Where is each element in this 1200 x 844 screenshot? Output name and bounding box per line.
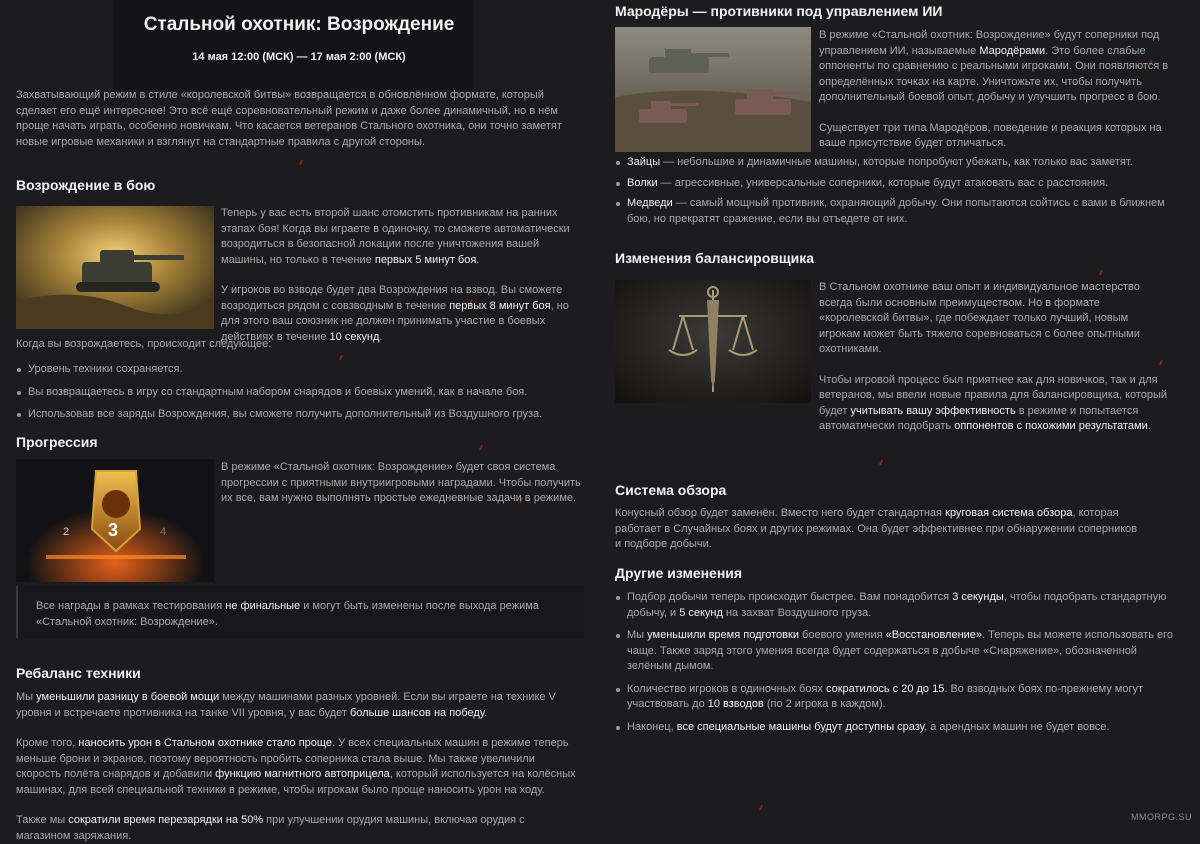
site-watermark: MMORPG.SU bbox=[1130, 811, 1192, 822]
progression-heading: Прогрессия bbox=[16, 434, 98, 450]
ember-decoration bbox=[879, 460, 883, 465]
ember-decoration bbox=[1099, 270, 1103, 275]
revival-paragraph-2: У игроков во взводе будет два Возрождения на взвод. Вы сможете возродиться рядом с совзводным в течение первых 8 минут боя, но для этого ваш союзник не должен принимать участие в боевых действиях в течение 10 секунд. bbox=[221, 284, 569, 343]
revival-text bbox=[221, 206, 581, 345]
list-item: Количество игроков в одиночных боях сократилось с 20 до 15. Во взводных боях по-прежнему могут участвовать до 10 взводов (по 2 игрока в каждом). bbox=[615, 682, 1175, 713]
rewards-note bbox=[16, 586, 584, 638]
ember-decoration bbox=[299, 160, 303, 165]
badge-current-level: 3 bbox=[108, 520, 119, 540]
revival-image bbox=[16, 206, 214, 329]
event-dates: 14 мая 12:00 (МСК) — 17 мая 2:00 (МСК) bbox=[192, 51, 406, 63]
list-item: Использовав все заряды Возрождения, вы сможете получить дополнительный из Воздушного груза. bbox=[16, 407, 582, 423]
list-item: Наконец, все специальные машины будут доступны сразу, а арендных машин не будет вовсе. bbox=[615, 720, 1175, 736]
marauders-text bbox=[819, 28, 1169, 152]
ember-decoration bbox=[759, 805, 763, 810]
spotting-text: Конусный обзор будет заменён. Вместо него будет стандартная круговая система обзора, которая работает в Случайных боях и других режимах. Она будет эффективнее при обнаружении соперников и подборе добычи. bbox=[615, 507, 1138, 550]
list-item: Уровень техники сохраняется. bbox=[16, 362, 582, 378]
revival-paragraph-1: Теперь у вас есть второй шанс отомстить противникам на ранних этапах боя! Когда вы играете в одиночку, то сможете автоматически возродиться в безопасной локации после уничтожения вашей машины, но только в течение первых 5 минут боя. bbox=[221, 207, 570, 266]
balancer-text bbox=[819, 280, 1169, 435]
rewards-note-text: Все награды в рамках тестирования не финальные и могут быть изменены после выхода режима «Стальной охотник: Возрождение». bbox=[36, 600, 539, 628]
rebalance-heading: Ребаланс техники bbox=[16, 665, 141, 681]
balancer-paragraph-1: В Стальном охотнике ваш опыт и индивидуальное мастерство всегда были основным преимуществом. Но в формате «королевской битвы», где побеждает только лучший, новым игрокам может быть тяжело соревноваться с более опытными охотниками. bbox=[819, 281, 1140, 355]
rebalance-paragraph-3: Также мы сократили время перезарядки на 50% при улучшении орудия машины, включая орудия с магазином заряжания. bbox=[16, 814, 525, 842]
spotting-heading: Система обзора bbox=[615, 482, 727, 498]
balancer-heading: Изменения балансировщика bbox=[615, 250, 815, 266]
revival-heading: Возрождение в бою bbox=[16, 177, 156, 193]
list-item: Вы возвращаетесь в игру со стандартным набором снарядов и боевых умений, как в начале боя. bbox=[16, 385, 582, 401]
badge-prev-level: 2 bbox=[63, 526, 70, 538]
list-item: Зайцы — небольшие и динамичные машины, которые попробуют убежать, как только вас заметят. bbox=[615, 155, 1175, 171]
list-item: Медведи — самый мощный противник, охраняющий добычу. Они попытаются сойтись с вами в ближнем бою, но прекратят сражение, если вы отъедете от них. bbox=[615, 196, 1175, 227]
rebalance-paragraph-2: Кроме того, наносить урон в Стальном охотнике стало проще. У всех специальных машин в режиме теперь меньше брони и экранов, поэтому вероятность пробить соперника стала выше. Мы также увеличили скорость полёта снарядов и добавили функцию магнитного автоприцела, который используется на колёсных машинах, для всей специальной техники в режиме, чтобы игрокам было проще наносить урон на ходу. bbox=[16, 737, 576, 796]
rebalance-text bbox=[16, 690, 576, 844]
rebalance-paragraph-1: Мы уменьшили разницу в боевой мощи между машинами разных уровней. Если вы играете на технике V уровня и встречаете противника на танке VII уровня, у вас будет больше шансов на победу. bbox=[16, 691, 556, 719]
intro-text: Захватывающий режим в стиле «королевской битвы» возвращается в обновлённом формате, который сделает его ещё интереснее! Это всё ещё соревновательный режим и даже более динамичный, но в нём проще начать играть, особенно новичкам. Что касается ветеранов Стального охотника, они точно заметят новые игровые механики и взглянут на стандартные правила с другой стороны. bbox=[16, 89, 562, 148]
other-changes-list bbox=[615, 590, 1175, 735]
page-title: Стальной охотник: Возрождение bbox=[143, 14, 455, 35]
revival-list bbox=[16, 362, 582, 423]
list-item: Мы уменьшили время подготовки боевого умения «Восстановление». Теперь вы можете использовать его чаще. Также заряд этого умения всегда будет содержаться в добыче «Снаряжение», обозначенной зелёным дымом. bbox=[615, 628, 1175, 675]
list-item: Подбор добычи теперь происходит быстрее. Вам понадобится 3 секунды, чтобы подобрать стандартную добычу, и 5 секунд на захват Воздушного груза. bbox=[615, 590, 1175, 621]
revival-lead: Когда вы возрождаетесь, происходит следующее: bbox=[16, 338, 272, 350]
progression-text: В режиме «Стальной охотник: Возрождение» будет своя система прогрессии с приятными внутриигровыми наградами. Чтобы получить их все, вам нужно выполнять простые ежедневные задачи в режиме. bbox=[221, 461, 581, 504]
list-item: Волки — агрессивные, универсальные соперники, которые будут атаковать вас с расстояния. bbox=[615, 176, 1175, 192]
progression-badge-image bbox=[16, 459, 214, 582]
marauders-paragraph-1: В режиме «Стальной охотник: Возрождение» будут соперники под управлением ИИ, называемые Мародёрами. Это более слабые оппоненты по сравнению с реальными игроками. Они появляются в определённых точках на карте. Уничтожьте их, чтобы получить дополнительный боевой опыт, добычу и улучшить прогресс в бою. bbox=[819, 29, 1169, 103]
marauders-paragraph-2: Существует три типа Мародёров, поведение и реакция которых на ваше присутствие будет отличаться. bbox=[819, 121, 1162, 149]
marauders-heading: Мародёры — противники под управлением ИИ bbox=[615, 3, 943, 19]
marauder-types-list bbox=[615, 155, 1175, 227]
ember-decoration bbox=[479, 445, 483, 450]
balancer-scales-image bbox=[615, 280, 811, 403]
badge-next-level: 4 bbox=[160, 526, 167, 538]
other-changes-heading: Другие изменения bbox=[615, 565, 743, 581]
balancer-paragraph-2: Чтобы игровой процесс был приятнее как для новичков, так и для ветеранов, мы ввели новые правила для балансировщика, который будет учитывать вашу эффективность в режиме и попытается автоматически подобрать оппонентов с похожими результатами. bbox=[819, 373, 1168, 432]
marauders-image bbox=[615, 27, 811, 152]
ember-decoration bbox=[339, 355, 343, 360]
